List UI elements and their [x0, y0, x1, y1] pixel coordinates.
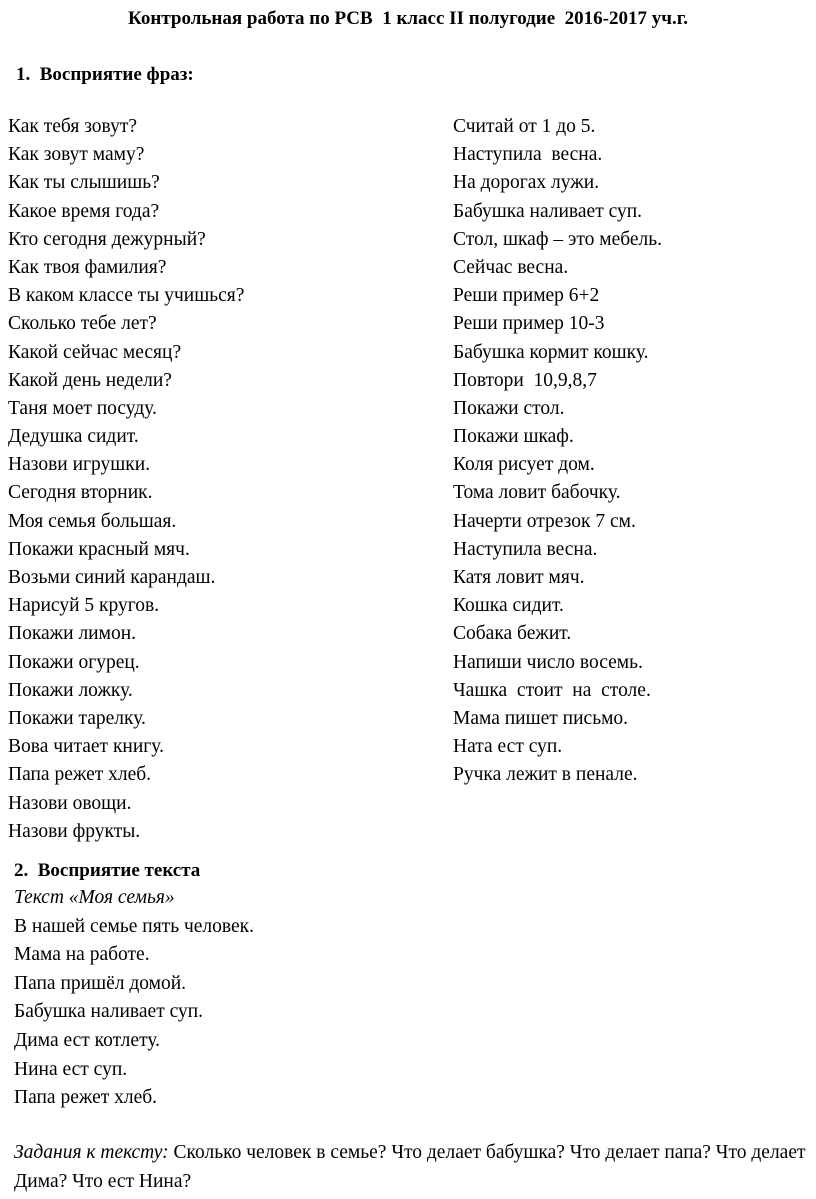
phrase-line: Сколько тебе лет?: [8, 313, 157, 335]
phrase-line: Кошка сидит.: [453, 595, 564, 617]
phrase-line: Покажи шкаф.: [453, 426, 574, 448]
phrases-right-column: [453, 113, 662, 790]
phrase-line: Сегодня вторник.: [8, 482, 153, 504]
phrase-line: Нарисуй 5 кругов.: [8, 595, 160, 617]
phrase-line: Дедушка сидит.: [8, 426, 139, 448]
text-line: В нашей семье пять человек.: [14, 915, 254, 937]
phrase-line: Назови фрукты.: [8, 820, 141, 842]
text-line: Дима ест котлету.: [14, 1029, 161, 1051]
phrase-line: Напиши число восемь.: [453, 651, 643, 673]
phrase-line: На дорогах лужи.: [453, 172, 600, 194]
phrase-line: Покажи лимон.: [8, 623, 137, 645]
text-line: Папа пришёл домой.: [14, 972, 187, 994]
phrase-line: Начерти отрезок 7 см.: [453, 510, 636, 532]
phrase-line: Папа режет хлеб.: [8, 764, 152, 786]
phrase-line: Вова читает книгу.: [8, 736, 164, 758]
phrase-line: Моя семья большая.: [8, 510, 177, 532]
phrase-line: Какой сейчас месяц?: [8, 341, 182, 363]
tasks-text: Сколько человек в семье? Что делает бабушка? Что делает папа? Что делает Дима? Что ест Нина?: [14, 1142, 806, 1192]
phrase-line: Покажи огурец.: [8, 651, 140, 673]
phrase-line: Коля рисует дом.: [453, 454, 595, 476]
document-title: Контрольная работа по РСВ 1 класс II полугодие 2016-2017 уч.г.: [128, 8, 688, 29]
phrase-line: Покажи ложку.: [8, 679, 133, 701]
phrase-line: Наступила весна.: [453, 538, 598, 560]
phrase-line: Тома ловит бабочку.: [453, 482, 621, 504]
phrase-line: Возьми синий карандаш.: [8, 567, 216, 588]
text-title: Текст «Моя семья»: [14, 887, 175, 908]
text-lines: [14, 913, 254, 1113]
phrase-line: Сейчас весна.: [453, 256, 569, 278]
phrase-line: Покажи тарелку.: [8, 707, 146, 729]
text-line: Папа режет хлеб.: [14, 1087, 158, 1109]
phrase-line: Кто сегодня дежурный?: [8, 228, 206, 250]
section2-heading: 2. Восприятие текста: [14, 860, 201, 881]
phrase-line: Назови овощи.: [8, 792, 132, 814]
phrase-line: Считай от 1 до 5.: [453, 116, 596, 137]
text-line: Бабушка наливает суп.: [14, 1001, 204, 1023]
phrase-line: Катя ловит мяч.: [453, 567, 585, 588]
text-block: [14, 884, 254, 1113]
phrase-line: Ната ест суп.: [453, 736, 563, 758]
phrase-line: Реши пример 10-3: [453, 313, 605, 335]
tasks-label: Задания к тексту:: [14, 1142, 169, 1163]
phrase-line: Какое время года?: [8, 200, 160, 222]
phrase-line: Собака бежит.: [453, 623, 572, 645]
phrase-line: Реши пример 6+2: [453, 285, 600, 307]
text-tasks: [14, 1138, 810, 1196]
phrase-line: Какой день недели?: [8, 369, 172, 391]
phrase-line: Назови игрушки.: [8, 454, 151, 476]
phrase-line: Наступила весна.: [453, 144, 603, 166]
phrase-line: Бабушка кормит кошку.: [453, 341, 649, 363]
phrase-line: Мама пишет письмо.: [453, 707, 629, 729]
phrase-line: Повтори 10,9,8,7: [453, 369, 597, 391]
phrase-line: Стол, шкаф – это мебель.: [453, 228, 663, 250]
phrase-line: Как тебя зовут?: [8, 116, 138, 137]
phrase-line: Покажи красный мяч.: [8, 538, 190, 560]
phrase-line: В каком классе ты учишься?: [8, 285, 245, 307]
phrase-line: Как ты слышишь?: [8, 172, 160, 194]
phrase-line: Чашка стоит на столе.: [453, 679, 651, 701]
text-line: Мама на работе.: [14, 944, 150, 966]
phrase-line: Покажи стол.: [453, 397, 565, 419]
phrase-line: Как зовут маму?: [8, 144, 145, 166]
phrase-line: Бабушка наливает суп.: [453, 200, 643, 222]
phrase-line: Таня моет посуду.: [8, 397, 157, 419]
text-line: Нина ест суп.: [14, 1058, 128, 1080]
phrases-left-column: [8, 113, 244, 846]
phrase-line: Как твоя фамилия?: [8, 256, 167, 278]
phrase-line: Ручка лежит в пенале.: [453, 764, 638, 786]
section1-heading: 1. Восприятие фраз:: [16, 64, 194, 85]
